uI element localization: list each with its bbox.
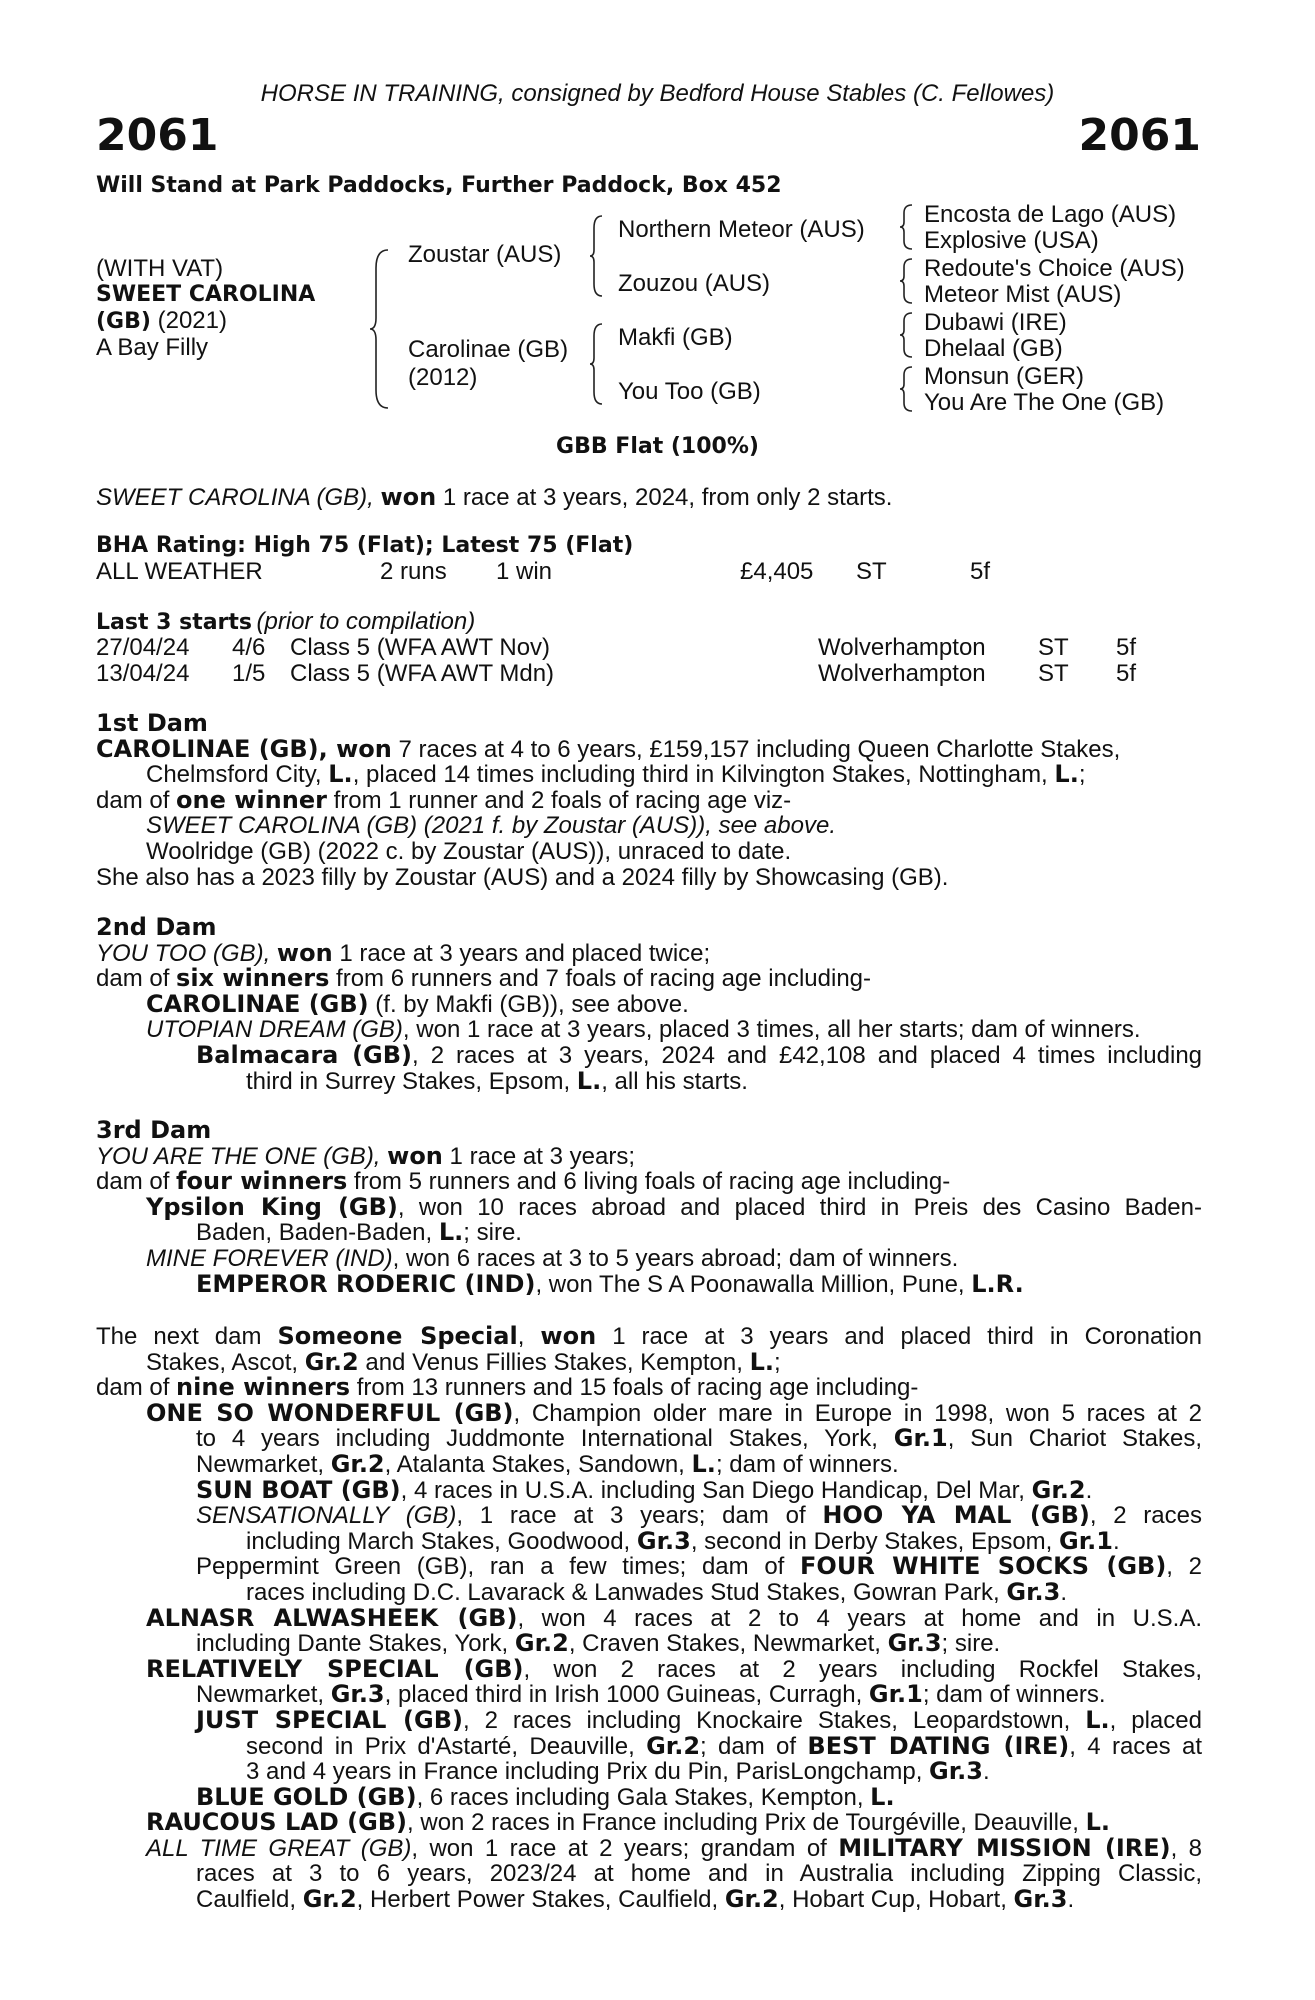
pedigree-ss: Northern Meteor (AUS) bbox=[618, 216, 865, 243]
text: , Hobart Cup, Hobart, bbox=[778, 1886, 1014, 1914]
summary-rest: 1 race at 3 years, 2024, from only 2 starts. bbox=[442, 484, 893, 511]
winners-count: four winners bbox=[176, 1167, 348, 1196]
rating-going: ST bbox=[856, 558, 887, 585]
grade: Gr.1 bbox=[868, 1680, 923, 1709]
section-heading: 3rd Dam bbox=[96, 1116, 212, 1144]
text: ; dam of winners. bbox=[922, 1681, 1106, 1709]
text: , 1 race at 3 years; dam of bbox=[456, 1502, 823, 1530]
bha-rating: BHA Rating: High 75 (Flat); Latest 75 (Flat) bbox=[96, 533, 634, 558]
text: 3 and 4 years in France including Prix du Pin, ParisLongchamp, bbox=[246, 1758, 930, 1786]
grade: Gr.3 bbox=[1013, 1885, 1068, 1914]
text: , won The S A Poonawalla Million, Pune, bbox=[535, 1270, 972, 1298]
race-summary bbox=[96, 484, 892, 511]
text: 1 race at 3 years and placed twice; bbox=[332, 939, 711, 967]
text: 1 race at 3 years and placed third in Coronation bbox=[596, 1323, 1203, 1350]
pedigree-ssd: Explosive (USA) bbox=[924, 227, 1099, 254]
start-going: ST bbox=[1038, 634, 1069, 661]
progeny-item: Woolridge (GB) (2022 c. by Zoustar (AUS)), unraced to date. bbox=[146, 837, 792, 865]
grade: L. bbox=[1085, 1808, 1111, 1837]
second-dam-section bbox=[96, 915, 1202, 1094]
text: , won 2 races in France including Prix de Tourgéville, Deauville, bbox=[407, 1809, 1086, 1837]
text: , 2 races bbox=[1089, 1502, 1202, 1530]
start-race: Class 5 (WFA AWT Nov) bbox=[290, 634, 551, 661]
start-distance: 5f bbox=[1116, 660, 1137, 687]
text: Caulfield, bbox=[196, 1886, 303, 1914]
text: third in Surrey Stakes, Epsom, bbox=[246, 1067, 577, 1095]
text: , second in Derby Stakes, Epsom, bbox=[690, 1527, 1059, 1555]
text: , all his starts. bbox=[601, 1067, 748, 1095]
dam-name: YOU ARE THE ONE (GB), bbox=[96, 1142, 388, 1170]
pedigree-sd: Zouzou (AUS) bbox=[618, 270, 771, 297]
progeny-note: She also has a 2023 filly by Zoustar (AUS) and a 2024 filly by Showcasing (GB). bbox=[96, 863, 949, 891]
grade: L. bbox=[576, 1066, 602, 1095]
stable-location: Will Stand at Park Paddocks, Further Paddock, Box 452 bbox=[96, 173, 782, 198]
dam-name: YOU TOO (GB), bbox=[96, 939, 277, 967]
grade: Gr.2 bbox=[1031, 1475, 1086, 1504]
text: , 4 races in U.S.A. including San Diego Handicap, Del Mar, bbox=[400, 1476, 1032, 1504]
pedigree-brace-dam bbox=[588, 322, 604, 406]
grade: Gr.2 bbox=[330, 1449, 385, 1478]
text: second in Prix d'Astarté, Deauville, bbox=[246, 1732, 647, 1760]
grade: Gr.1 bbox=[893, 1424, 948, 1453]
text: , Craven Stakes, Newmarket, bbox=[568, 1630, 888, 1658]
consignment-header: HORSE IN TRAINING, consigned by Bedford House Stables (C. Fellowes) bbox=[260, 80, 1055, 107]
pedigree-dss: Dubawi (IRE) bbox=[924, 309, 1067, 336]
text: , Sun Chariot Stakes, bbox=[947, 1425, 1202, 1453]
start-date: 13/04/24 bbox=[96, 660, 190, 687]
text: Newmarket, bbox=[196, 1450, 331, 1478]
horse-identity bbox=[96, 256, 315, 361]
grade: L. bbox=[1085, 1705, 1110, 1734]
start-distance: 5f bbox=[1116, 634, 1137, 661]
progeny-name: BLUE GOLD (GB) bbox=[196, 1782, 417, 1811]
progeny-name: BEST DATING (IRE) bbox=[807, 1731, 1070, 1760]
winners-count: one winner bbox=[176, 785, 327, 814]
progeny-name: MILITARY MISSION (IRE) bbox=[838, 1833, 1171, 1862]
grade: Gr.3 bbox=[1006, 1577, 1061, 1606]
pedigree-sdd: Meteor Mist (AUS) bbox=[924, 281, 1122, 308]
vat-note: (WITH VAT) bbox=[96, 255, 224, 282]
text: Peppermint Green (GB), ran a few times; dam of bbox=[196, 1553, 801, 1581]
text: dam of bbox=[96, 1168, 177, 1196]
winners-count: six winners bbox=[176, 964, 330, 993]
text: Stakes, Ascot, bbox=[146, 1348, 305, 1376]
start-course: Wolverhampton bbox=[818, 660, 986, 687]
text: from 5 runners and 6 living foals of racing age including- bbox=[347, 1168, 951, 1196]
pedigree-brace-ds bbox=[898, 311, 914, 359]
text: won bbox=[387, 1141, 443, 1170]
text: ; bbox=[774, 1348, 781, 1376]
rating-prize: £4,405 bbox=[740, 558, 814, 585]
pedigree-dam: Carolinae (GB) bbox=[408, 336, 569, 363]
grade: Gr.2 bbox=[304, 1347, 359, 1376]
text: races including D.C. Lavarack & Lanwades Stud Stakes, Gowran Park, bbox=[246, 1578, 1007, 1606]
grade: Gr.3 bbox=[330, 1680, 385, 1709]
start-position: 1/5 bbox=[232, 660, 266, 687]
text: from 1 runner and 2 foals of racing age viz- bbox=[326, 786, 792, 814]
horse-name: SWEET CAROLINA bbox=[96, 282, 316, 307]
dam1-name: CAROLINAE (GB), won bbox=[96, 734, 392, 763]
text: , placed 14 times including third in Kilvington Stakes, Nottingham, bbox=[352, 761, 1055, 789]
pedigree-dds: Monsun (GER) bbox=[924, 363, 1085, 390]
gbb-flat: GBB Flat (100%) bbox=[556, 434, 759, 459]
grade: Gr.2 bbox=[724, 1885, 779, 1914]
progeny-name: EMPEROR RODERIC (IND) bbox=[196, 1269, 536, 1298]
text: ; sire. bbox=[463, 1219, 522, 1247]
horse-year: (2021) bbox=[157, 307, 227, 334]
progeny-name: HOO YA MAL (GB) bbox=[822, 1501, 1090, 1530]
pedigree-brace-ss bbox=[898, 203, 914, 251]
start-race: Class 5 (WFA AWT Mdn) bbox=[290, 660, 555, 687]
text: 7 races at 4 to 6 years, £159,157 including Queen Charlotte Stakes, bbox=[391, 735, 1121, 763]
summary-horse: SWEET CAROLINA (GB), bbox=[96, 484, 374, 511]
text: . bbox=[1060, 1578, 1067, 1606]
text: , Herbert Power Stakes, Caulfield, bbox=[356, 1886, 725, 1914]
text: , 6 races including Gala Stakes, Kempton, bbox=[416, 1783, 871, 1811]
progeny-name: ALNASR ALWASHEEK (GB) bbox=[146, 1603, 518, 1632]
progeny-name: CAROLINAE (GB) bbox=[146, 989, 369, 1018]
third-dam-section bbox=[96, 1118, 1202, 1297]
text: . bbox=[982, 1758, 990, 1786]
pedigree-brace-dd bbox=[898, 365, 914, 413]
text: Chelmsford City, bbox=[146, 761, 329, 789]
last-starts-note: (prior to compilation) bbox=[256, 608, 476, 635]
grade: Gr.3 bbox=[887, 1629, 942, 1658]
text: , won 1 race at 2 years; grandam of bbox=[411, 1834, 839, 1862]
text: from 13 runners and 15 foals of racing age including- bbox=[350, 1374, 919, 1402]
progeny-name: SENSATIONALLY (GB) bbox=[196, 1502, 457, 1530]
lot-number-right: 2061 bbox=[1078, 110, 1201, 161]
text: (f. by Makfi (GB)), see above. bbox=[368, 990, 689, 1018]
text: 1 race at 3 years; bbox=[442, 1142, 635, 1170]
text: races at 3 to 6 years, 2023/24 at home and in Australia including Zipping Classic, bbox=[196, 1860, 1202, 1888]
progeny-name: MINE FOREVER (IND) bbox=[146, 1244, 393, 1272]
grade: Gr.1 bbox=[1059, 1526, 1113, 1555]
text: , won 6 races at 3 to 5 years abroad; dam of winners. bbox=[392, 1244, 959, 1272]
text: Newmarket, bbox=[196, 1681, 331, 1709]
start-position: 4/6 bbox=[232, 634, 266, 661]
progeny-name: UTOPIAN DREAM (GB) bbox=[146, 1016, 403, 1044]
text: The next dam bbox=[96, 1323, 278, 1350]
rating-surface: ALL WEATHER bbox=[96, 558, 263, 585]
start-going: ST bbox=[1038, 660, 1069, 687]
grade: L. bbox=[749, 1347, 774, 1376]
text: ; bbox=[1078, 761, 1086, 789]
text: ; dam of winners. bbox=[715, 1450, 899, 1478]
grade: L. bbox=[328, 760, 353, 789]
pedigree-sds: Redoute's Choice (AUS) bbox=[924, 255, 1185, 282]
text: , 2 bbox=[1166, 1553, 1202, 1581]
text: dam of bbox=[96, 965, 177, 993]
pedigree-brace-sire bbox=[588, 214, 604, 298]
grade: Gr.3 bbox=[929, 1757, 983, 1786]
progeny-name: FOUR WHITE SOCKS (GB) bbox=[800, 1552, 1167, 1581]
pedigree-sire: Zoustar (AUS) bbox=[408, 241, 562, 268]
text: won bbox=[276, 938, 333, 967]
pedigree-brace-sd bbox=[898, 257, 914, 305]
pedigree-ds: Makfi (GB) bbox=[618, 324, 733, 351]
text: , won 4 races at 2 to 4 years at home and in U.S.A. bbox=[517, 1604, 1202, 1632]
winners-count: nine winners bbox=[176, 1373, 351, 1402]
section-heading: 2nd Dam bbox=[96, 913, 217, 941]
pedigree-dsd: Dhelaal (GB) bbox=[924, 335, 1063, 362]
last-starts-title: Last 3 starts bbox=[96, 610, 253, 635]
last-starts-heading bbox=[96, 609, 475, 635]
text: , 8 bbox=[1170, 1834, 1203, 1862]
progeny-name: Ypsilon King (GB) bbox=[146, 1192, 398, 1221]
horse-origin: (GB) bbox=[96, 309, 151, 334]
text: Baden, Baden-Baden, bbox=[196, 1219, 439, 1247]
progeny-name: Balmacara (GB) bbox=[196, 1040, 413, 1069]
first-dam-section bbox=[96, 711, 1202, 890]
text: including March Stakes, Goodwood, bbox=[246, 1527, 637, 1555]
grade: Gr.2 bbox=[514, 1629, 569, 1658]
grade: Gr.2 bbox=[646, 1731, 701, 1760]
text: , 4 races at bbox=[1069, 1732, 1203, 1760]
start-course: Wolverhampton bbox=[818, 634, 986, 661]
grade: L.R. bbox=[971, 1269, 1024, 1298]
progeny-name: ONE SO WONDERFUL (GB) bbox=[146, 1398, 514, 1427]
pedigree-dd: You Too (GB) bbox=[618, 378, 761, 405]
horse-description: A Bay Filly bbox=[96, 334, 209, 361]
text: , won 2 races at 2 years including Rockfel Stakes, bbox=[523, 1655, 1203, 1683]
text: . bbox=[1085, 1476, 1093, 1504]
progeny-name: JUST SPECIAL (GB) bbox=[196, 1705, 463, 1734]
text: dam of bbox=[96, 1374, 177, 1402]
pedigree-ddd: You Are The One (GB) bbox=[924, 389, 1165, 416]
rating-runs: 2 runs bbox=[380, 558, 447, 585]
grade: L. bbox=[438, 1218, 464, 1247]
next-dam-section bbox=[96, 1324, 1202, 1913]
text: . bbox=[1112, 1527, 1120, 1555]
start-date: 27/04/24 bbox=[96, 634, 190, 661]
text: to 4 years including Juddmonte International Stakes, York, bbox=[196, 1425, 894, 1453]
text: . bbox=[1067, 1886, 1075, 1914]
section-heading: 1st Dam bbox=[96, 709, 208, 737]
lot-number-left: 2061 bbox=[96, 110, 219, 161]
text: , Atalanta Stakes, Sandown, bbox=[384, 1450, 692, 1478]
text: from 6 runners and 7 foals of racing age including- bbox=[329, 965, 872, 993]
progeny-name: SUN BOAT (GB) bbox=[196, 1475, 401, 1504]
text: , placed third in Irish 1000 Guineas, Curragh, bbox=[384, 1681, 869, 1709]
grade: Gr.3 bbox=[636, 1526, 691, 1555]
grade: L. bbox=[1054, 760, 1079, 789]
rating-distance: 5f bbox=[970, 558, 991, 585]
progeny-item: SWEET CAROLINA (GB) (2021 f. by Zoustar (AUS)), see above. bbox=[146, 812, 836, 840]
text: and Venus Fillies Stakes, Kempton, bbox=[358, 1348, 750, 1376]
dam-name: Someone Special bbox=[277, 1322, 518, 1350]
text: ; dam of bbox=[700, 1732, 808, 1760]
summary-won: won bbox=[380, 483, 437, 511]
grade: L. bbox=[870, 1782, 895, 1811]
text: , Champion older mare in Europe in 1998, won 5 races at 2 bbox=[513, 1399, 1203, 1427]
text: ; sire. bbox=[941, 1630, 1001, 1658]
text: including Dante Stakes, York, bbox=[196, 1630, 515, 1658]
grade: Gr.2 bbox=[302, 1885, 357, 1914]
pedigree-sss: Encosta de Lago (AUS) bbox=[924, 201, 1177, 228]
rating-wins: 1 win bbox=[496, 558, 553, 585]
text: , won 1 race at 3 years, placed 3 times, all her starts; dam of winners. bbox=[402, 1016, 1141, 1044]
pedigree-brace-main bbox=[368, 248, 390, 410]
text: , placed bbox=[1109, 1706, 1202, 1734]
text: won bbox=[540, 1322, 597, 1350]
text: , won 10 races abroad and placed third in Preis des Casino Baden- bbox=[397, 1193, 1202, 1221]
progeny-name: RAUCOUS LAD (GB) bbox=[146, 1808, 408, 1837]
progeny-name: RELATIVELY SPECIAL (GB) bbox=[146, 1654, 524, 1683]
text: dam of bbox=[96, 786, 177, 814]
progeny-name: ALL TIME GREAT (GB) bbox=[146, 1834, 412, 1862]
text: , bbox=[517, 1323, 541, 1350]
text: , 2 races at 3 years, 2024 and £42,108 and placed 4 times including bbox=[412, 1041, 1203, 1069]
text: , 2 races including Knockaire Stakes, Leopardstown, bbox=[462, 1706, 1086, 1734]
pedigree-dam-year: (2012) bbox=[408, 364, 478, 391]
grade: L. bbox=[691, 1449, 716, 1478]
